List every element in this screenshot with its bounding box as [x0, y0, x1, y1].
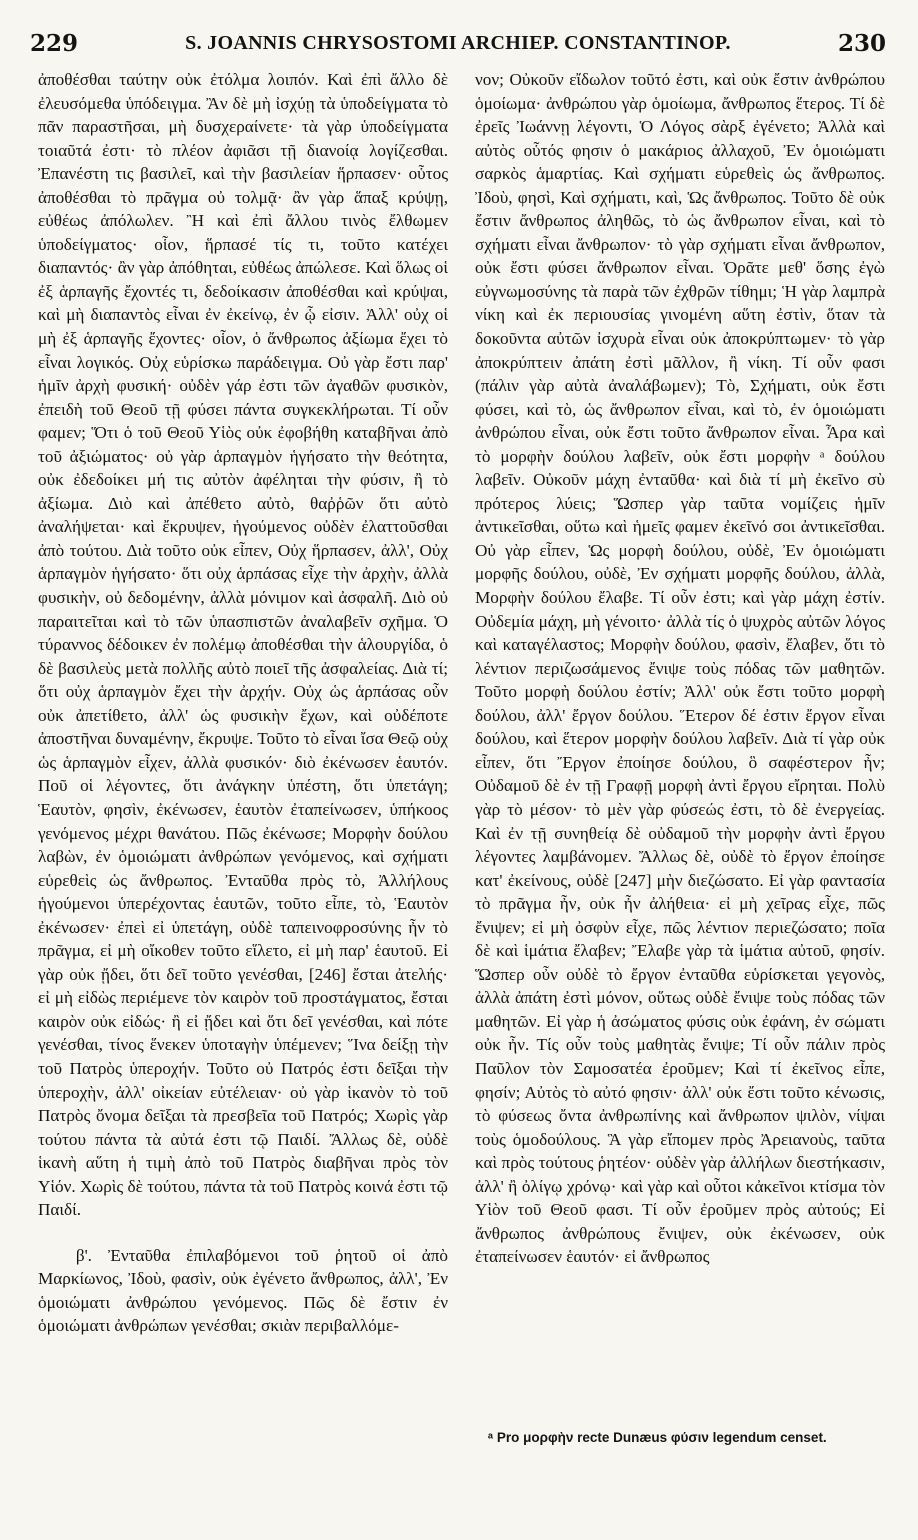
left-paragraph-1: ἀποθέσθαι ταύτην οὐκ ἐτόλμα λοιπόν. Καὶ ἐπὶ ἄλλο δὲ ἐλευσόμεθα ὑπόδειγμα. Ἂν δὲ μὴ ἰσχύῃ τὰ ὑποδείγματα τὸ πᾶν παραστῆσαι, μὴ δυσχεραίνετε· τὰ γὰρ ὑποδείγματα τοιαῦτά ἐστι· τὸ πλέον ἀφιᾶσι τῇ διανοίᾳ λογίζεσθαι. Ἐπανέστη τις βασιλεῖ, καὶ τὴν βασιλείαν ἥρπασεν· οὗτος ἀποθέσθαι τὸ πρᾶγμα οὐ τολμᾷ· ἂν γὰρ ἅπαξ κρύψῃ, εὐθέως ἀπόλωλεν. Ἢ καὶ ἐπὶ ἄλλου τινὸς ἔλθωμεν ὑποδείγματος· οἷον, ἥρπασέ τίς τι, τοῦτο κατέχει διαπαντός· ἂν γὰρ ἀπόθηται, εὐθέως ἀπώλεσε. Καὶ ὅλως οἱ ἐξ ἁρπαγῆς ἔχοντές τι, δεδοίκασιν ἀποθέσθαι καὶ κρύψαι, καὶ μὴ διαπαντὸς εἶναι ἐν ἐκείνῳ, ἐν ᾧ εἰσιν. Ἀλλ' οὐχ οἱ μὴ ἐξ ἁρπαγῆς ἔχοντες· οἷον, ὁ ἄνθρωπος ἀξίωμα ἔχει τὸ εἶναι λογικός. Οὐχ εὑρίσκω παράδειγμα. Οὐ γὰρ ἔστι παρ' ἡμῖν ἀρχὴ φυσική· οὐδὲν γάρ ἐστι τῶν ἀγαθῶν φυσικὸν, ἐπειδὴ τοῦ Θεοῦ τῇ φύσει πάντα συγκεκλήρωται. Τί οὖν φαμεν; Ὅτι ὁ τοῦ Θεοῦ Υἱὸς οὐκ ἐφοβήθη καταβῆναι ἀπὸ τοῦ ἀξιώματος· οὐ γὰρ ἁρπαγμὸν ἡγήσατο τὴν θεότητα, οὐκ ἐδεδοίκει μή τις αὐτὸν ἀφέληται τὴν φύσιν, ἢ τὸ ἀξίωμα. Διὸ καὶ ἀπέθετο αὐτὸ, θαῤῥῶν ὅτι αὐτὸ ἀναλήψεται· καὶ ἔκρυψεν, ἡγούμενος οὐδὲν ἐλαττοῦσθαι ἀπὸ τούτου. Διὰ τοῦτο οὐκ εἶπεν, Οὐχ ἥρπασεν, ἀλλ', Οὐχ ἁρπαγμὸν ἡγήσατο· ὅτι οὐχ ἁρπάσας εἶχε τὴν ἀρχὴν, ἀλλὰ φυσικὴν, οὐ δεδομένην, ἀλλὰ μόνιμον καὶ ἀσφαλῆ. Διὸ οὐ παραιτεῖται καὶ τὸ τῶν ὑπασπιστῶν ἀναλαβεῖν σχῆμα. Ὁ τύραννος δέδοικεν ἐν πολέμῳ ἀποθέσθαι τὴν ἁλουργίδα, ὁ δὲ βασιλεὺς μετὰ πολλῆς αὐτὸ ποιεῖ τῆς ἀσφαλείας. Διὰ τί; ὅτι οὐχ ἁρπαγμὸν ἔχει τὴν ἀρχήν. Οὐχ ὡς ἁρπάσας οὖν οὐκ ἀπετίθετο, ἀλλ' ὡς φυσικὴν ἔχων, καὶ οὐδέποτε ἀποστῆναι δυναμένην, ἔκρυψε. Τοῦτο τὸ εἶναι ἴσα Θεῷ οὐχ ὡς ἁρπαγμὸν εἶχεν, ἀλλὰ φυσικόν· διὸ ἐκένωσεν ἑαυτόν. Ποῦ οἱ λέγοντες, ὅτι ἀνάγκην ὑπέστη, ὅτι ὑπετάγη; Ἑαυτὸν, φησὶν, ἐκένωσεν, ἑαυτὸν ἐταπείνωσεν, ὑπήκοος γενόμενος μέχρι θανάτου. Πῶς ἐκένωσε; Μορφὴν δούλου λαβὼν, ἐν ὁμοιώματι ἀνθρώπων γενόμενος, καὶ σχήματι εὑρεθεὶς ὡς ἄνθρωπος. Ἐνταῦθα πρὸς τὸ, Ἀλλήλους ἡγούμενοι ὑπερέχοντας ἑαυτῶν, τοῦτο εἶπε, τὸ, Ἑαυτὸν ἐκένωσεν· ἐπεὶ εἰ ὑπετάγη, οὐδὲ ταπεινοφροσύνης ἦν τὸ πρᾶγμα, εἰ μὴ οἴκοθεν τοῦτο εἵλετο, εἰ μὴ παρ' ἑαυτοῦ. Εἰ γὰρ οὐκ ᾔδει, ὅτι δεῖ τοῦτο γενέσθαι, [246] ἔσται ἀτελής· εἰ μὴ εἰδὼς περιέμενε τὸν καιρὸν τοῦ προστάγματος, ἔσται καιρὸν οὐκ εἰδώς· ἢ εἰ ᾔδει καὶ ὅτι δεῖ γενέσθαι, καὶ πότε γενέσθαι, τίνος ἕνεκεν ὑποταγὴν ὑπέμενεν; Ἵνα δείξῃ τὴν τοῦ Πατρὸς ὑπεροχήν. Τοῦτο οὐ Πατρός ἐστι δεῖξαι τὴν ὑπεροχὴν, ἀλλ' οἰκείαν εὐτέλειαν· οὐ γὰρ ἱκανὸν τὸ τοῦ Πατρὸς ὄνομα δεῖξαι τὰ πρεσβεῖα τοῦ Πατρός; Χωρὶς γὰρ τούτου πάντα τὰ αὐτά ἐστι τῷ Παιδί. Ἄλλως δὲ, οὐδὲ ἱκανὴ αὕτη ἡ τιμὴ ἀπὸ τοῦ Πατρὸς διαβῆναι πρὸς τὸν Υἱόν. Χωρὶς δὲ τούτου, πάντα τὰ τοῦ Πατρὸς κοινά ἐστι τῷ Παιδί.	[38, 70, 449, 1220]
right-paragraph-1: νον; Οὐκοῦν εἴδωλον τοῦτό ἐστι, καὶ οὐκ ἔστιν ἀνθρώπου ὁμοίωμα· ἀνθρώπου γὰρ ὁμοίωμα, ἄνθρωπος ἕτερος. Τί δὲ ἐρεῖς Ἰωάννῃ λέγοντι, Ὁ Λόγος σὰρξ ἐγένετο; Ἀλλὰ καὶ αὐτὸς οὗτός φησιν ὁ μακάριος ἀλλαχοῦ, Ἐν ὁμοιώματι σαρκὸς ἁμαρτίας. Καὶ σχήματι εὑρεθεὶς ὡς ἄνθρωπος. Ἰδοὺ, φησὶ, Καὶ σχήματι, καὶ, Ὡς ἄνθρωπος. Τοῦτο δὲ οὐκ ἔστιν ἄνθρωπος ἀληθῶς, τὸ ὡς ἄνθρωπον εἶναι, καὶ τὸ σχήματι εἶναι ἄνθρωπον· τὸ γὰρ σχήματι εἶναι ἄνθρωπον, οὐκ ἔστι φύσει ἄνθρωπον εἶναι. Ὁρᾶτε μεθ' ὅσης ἐγὼ εὐγνωμοσύνης τὰ παρὰ τῶν ἐχθρῶν τίθημι; Ἡ γὰρ λαμπρὰ νίκη καὶ ἐκ περιουσίας γινομένη αὕτη ἐστὶν, ὅταν τὰ δοκοῦντα αὐτῶν ἰσχυρὰ εἶναι οὐκ ἀποκρύπτωμεν· τὸ γὰρ ἀποκρύπτειν ἀπάτη ἐστὶ μᾶλλον, ἢ νίκη. Τί οὖν φασι (πάλιν γὰρ αὐτὰ ἀναλάβωμεν); Τὸ, Σχήματι, οὐκ ἔστι φύσει, καὶ τὸ, ὡς ἄνθρωπον εἶναι, καὶ τὸ, ἐν ὁμοιώματι ἀνθρώπου εἶναι, οὐκ ἔστι τοῦτο ἄνθρωπον εἶναι. Ἆρα καὶ τὸ μορφὴν δούλου λαβεῖν, οὐκ ἔστι μορφὴν ᵃ δούλου λαβεῖν. Οὐκοῦν μάχη ἐνταῦθα· καὶ διὰ τί μὴ ἐκεῖνο σὺ πρότερος λύεις; Ὥσπερ γὰρ ταῦτα νομίζεις ἡμῖν ἀντικεῖσθαι, οὕτω καὶ ἡμεῖς φαμεν ἐκεῖνό σοι ἀντικεῖσθαι. Οὐ γὰρ εἶπεν, Ὡς μορφὴ δούλου, οὐδὲ, Ἐν ὁμοιώματι μορφῆς δούλου, οὐδὲ, Ἐν σχήματι μορφῆς δούλου, ἀλλὰ, Μορφὴν δούλου ἔλαβε. Τί οὖν ἐστι; καὶ γὰρ μάχη ἐστίν. Οὐδεμία μάχη, μὴ γένοιτο· ἀλλὰ τίς ὁ ψυχρὸς αὐτῶν λόγος καὶ καταγέλαστος; Μορφὴν δούλου, φασὶν, ἔλαβεν, ὅτι τὸ λέντιον περιζωσάμενος ἔνιψε τοὺς πόδας τῶν μαθητῶν. Τοῦτο μορφὴ δούλου ἐστίν; Ἀλλ' οὐκ ἔστι τοῦτο μορφὴ δούλου, ἀλλ' ἔργον δούλου. Ἕτερον δέ ἐστιν ἔργον εἶναι δούλου, καὶ ἕτερον μορφὴν δούλου λαβεῖν. Διὰ τί γὰρ οὐκ εἶπεν, ὅτι Ἔργον ἐποίησε δούλου, ὃ σαφέστερον ἦν; Οὐδαμοῦ δὲ ἐν τῇ Γραφῇ μορφὴ ἀντὶ ἔργου εἴρηται. Πολὺ γὰρ τὸ μέσον· τὸ μὲν γὰρ φύσεώς ἐστι, τὸ δὲ ἐνεργείας. Καὶ ἐν τῇ συνηθείᾳ δὲ οὐδαμοῦ τὴν μορφὴν ἀντὶ ἔργου λέγοντες λαμβάνομεν. Ἄλλως δὲ, οὐδὲ τὸ ἔργον ἐποίησε κατ' ἐκείνους, οὐδὲ [247] μὴν διεζώσατο. Εἰ γὰρ φαντασία τὸ πρᾶγμα ἦν, οὐκ ἦν ἀλήθεια· εἰ μὴ χεῖρας εἶχε, πῶς ἔνιψεν; εἰ μὴ ὀσφὺν εἶχε, πῶς λέντιον περιεζώσατο; ποῖα δὲ καὶ ἱμάτια ἔλαβεν; Ἔλαβε γὰρ τὰ ἱμάτια αὐτοῦ, φησίν. Ὥσπερ οὖν οὐδὲ τὸ ἔργον ἐνταῦθα εὑρίσκεται γεγονὸς, ἀλλὰ ἀπάτη ἐστὶ μόνον, οὕτως οὐδὲ ἔνιψε τοὺς πόδας τῶν μαθητῶν. Εἰ γὰρ ἡ ἀσώματος φύσις οὐκ ἐφάνη, ἐν σώματι οὐκ ἦν. Τίς οὖν τοὺς μαθητὰς ἔνιψε; Τί οὖν πάλιν πρὸς Παῦλον τὸν Σαμοσατέα ἐροῦμεν; Καὶ τί ἐκεῖνος εἶπε, φησίν; Αὐτὸς τὸ αὐτό φησιν· ἀλλ' οὐκ ἔστι τοῦτο κένωσις, τὸ φύσεως ὄντα ἀνθρωπίνης καὶ ἄνθρωπον ψιλὸν, νίψαι τοὺς ὁμοδούλους. Ἃ γὰρ εἴπομεν πρὸς Ἀρειανοὺς, ταῦτα καὶ πρὸς τούτους ῥητέον· οὐδὲν γὰρ ἀλλήλων διεστήκασιν, ἀλλ' ἢ ὀλίγῳ χρόνῳ· καὶ γὰρ καὶ οὗτοι κἀκεῖνοι κτίσμα τὸν Υἱὸν τοῦ Θεοῦ φασι. Τί οὖν ἐροῦμεν πρὸς αὐτούς; Εἰ ἄνθρωπος ἀνθρώπους ἔνιψεν, οὐκ ἐκένωσεν, οὐκ ἐταπείνωσεν ἑαυτόν· εἰ ἄνθρωπος	[475, 70, 885, 1267]
page-number-left: 229	[30, 30, 79, 57]
footnote: ᵃ Pro μορφὴν recte Dunæus φύσιν legendum censet.	[488, 1430, 827, 1445]
left-column	[38, 68, 448, 1338]
page-number-right: 230	[837, 30, 886, 57]
left-paragraph-2: β'. Ἐνταῦθα ἐπιλαβόμενοι τοῦ ῥητοῦ οἱ ἀπὸ Μαρκίωνος, Ἰδοὺ, φασὶν, οὐκ ἐγένετο ἄνθρωπος, ἀλλ', Ἐν ὁμοιώματι ἀνθρώπου γενόμενος. Πῶς δὲ ἔστιν ἐν ὁμοιώματι ἀνθρώπων γενέσθαι; σκιὰν περιβαλλόμε-	[38, 1245, 448, 1336]
right-column	[475, 68, 885, 1269]
page-header	[30, 30, 886, 60]
running-title: S. JOANNIS CHRYSOSTOMI ARCHIEP. CONSTANTINOP.	[185, 32, 731, 54]
